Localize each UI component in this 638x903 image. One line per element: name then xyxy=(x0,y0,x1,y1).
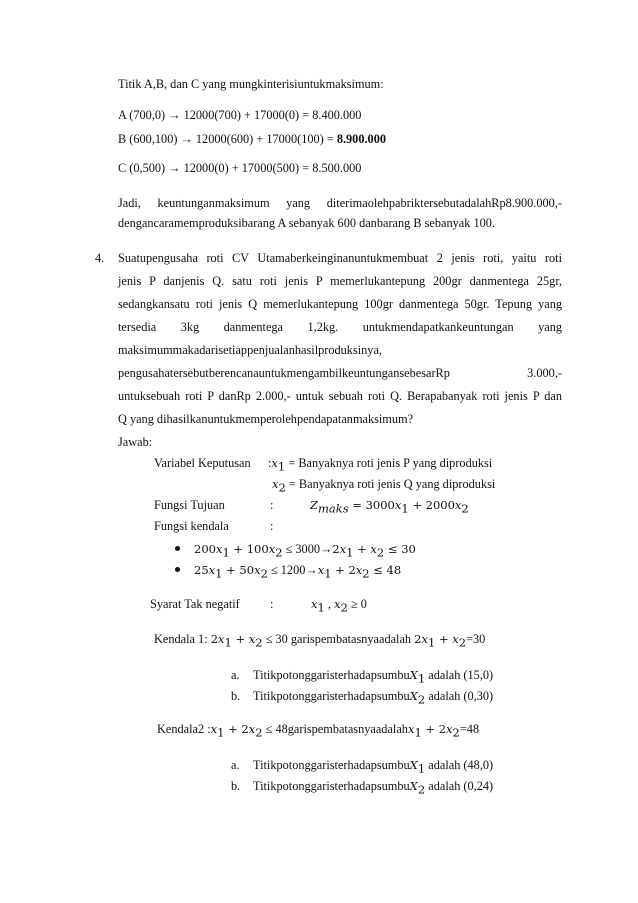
jawab-label: Jawab: xyxy=(118,435,153,449)
problem-line: untuksebuah roti P danRp 2.000,- untuk sebuah roti Q. Berapabanyak roti jenis P dan xyxy=(118,389,562,403)
problem-line: sedangkansatu roti jenis Q memerlukantepung 100gr danmentega 50gr. Tepung yang xyxy=(118,297,562,311)
conclusion-line-1: Jadi, keuntunganmaksimum yang diterimaolehpabriktersebutadalahRp8.900.000,- xyxy=(118,196,562,210)
list-marker: b. xyxy=(231,689,241,703)
arrow-icon: → xyxy=(168,161,181,175)
obj-expression: $Z_{maks} = 3000x_1 + 2000x_2$ xyxy=(310,498,469,516)
list-item: TitikpotonggaristerhadapsumbuX$_2$ adalah (0,24) xyxy=(253,779,494,797)
problem-number: 4. xyxy=(95,251,105,265)
conclusion-line-2: dengancaramemproduksibarang A sebanyak 600 danbarang B sebanyak 100. xyxy=(118,216,495,230)
constraint-colon: : xyxy=(270,519,274,533)
problem-line: jenis P danjenis Q. satu roti jenis P memerlukantepung 200gr danmentega 25gr, xyxy=(118,274,562,288)
nonneg-colon: : xyxy=(270,597,274,611)
var-x1: $:x_1$ = Banyaknya roti jenis P yang diproduksi xyxy=(268,456,493,474)
kendala-2-line: Kendala2 $:x_1 + 2x_2$ ≤ 48garispembatasnyaadalahx$_1$ + $2x_2=48$ xyxy=(157,722,480,740)
problem-line: maksimummakadarisetiappenjualanhasilproduksinya, xyxy=(118,343,382,357)
list-marker: b. xyxy=(231,779,241,793)
constraint-label: Fungsi kendala xyxy=(154,519,229,533)
nonneg-expression: $x_1$ , $x_2 \ge 0$ xyxy=(311,597,367,615)
max-result: 8.900.000 xyxy=(336,132,386,146)
list-item: TitikpotonggaristerhadapsumbuX$_1$ adalah (15,0) xyxy=(253,668,494,686)
problem-line: pengusahatersebutberencanauntukmengambilkeuntungansebesarRp 3.000,- xyxy=(118,366,562,380)
nonneg-label: Syarat Tak negatif xyxy=(150,597,240,611)
problem-line: Suatupengusaha roti CV Utamaberkeinginanuntukmembuat 2 jenis roti, yaitu roti xyxy=(118,251,562,265)
bullet-icon xyxy=(175,567,180,572)
intro-text: Titik A,B, dan C yang mungkinterisiuntukmaksimum: xyxy=(118,77,384,91)
list-marker: a. xyxy=(231,668,240,682)
point-c: C (0,500) → 12000(0) + 17000(500) = 8.500.000 xyxy=(118,161,362,175)
problem-line: tersedia 3kg danmentega 1,2kg. untukmendapatkankeuntungan yang xyxy=(118,320,562,334)
list-item: TitikpotonggaristerhadapsumbuX$_2$ adalah (0,30) xyxy=(253,689,494,707)
list-item: TitikpotonggaristerhadapsumbuX$_1$ adalah (48,0) xyxy=(253,758,494,776)
problem-line: Q yang dihasilkanuntukmemperolehpendapatanmaksimum? xyxy=(118,412,414,426)
obj-label: Fungsi Tujuan xyxy=(154,498,225,512)
obj-colon: : xyxy=(270,498,274,512)
arrow-icon: → xyxy=(168,108,181,122)
kendala-1-line: Kendala 1: $2x_1 + x_2 \le 30$ garispembatasnyaadalah $2x_1 + x_2=30$ xyxy=(154,632,486,650)
var-label: Variabel Keputusan xyxy=(154,456,251,470)
point-b: B (600,100) → 12000(600) + 17000(100) = 8.900.000 xyxy=(118,132,386,146)
list-marker: a. xyxy=(231,758,240,772)
var-x2: $x_2$ = Banyaknya roti jenis Q yang diproduksi xyxy=(272,477,496,495)
point-a: A (700,0) → 12000(700) + 17000(0) = 8.400.000 xyxy=(118,108,362,122)
constraint-2: $25x_1 + 50x_2 \le 1200\to x_1 + 2x_2 \le 48$ xyxy=(194,563,402,581)
arrow-icon: → xyxy=(180,132,193,146)
bullet-icon xyxy=(175,546,180,551)
constraint-1: $200x_1 + 100x_2 \le 3000\to 2x_1 + x_2 \le 30$ xyxy=(194,542,416,560)
